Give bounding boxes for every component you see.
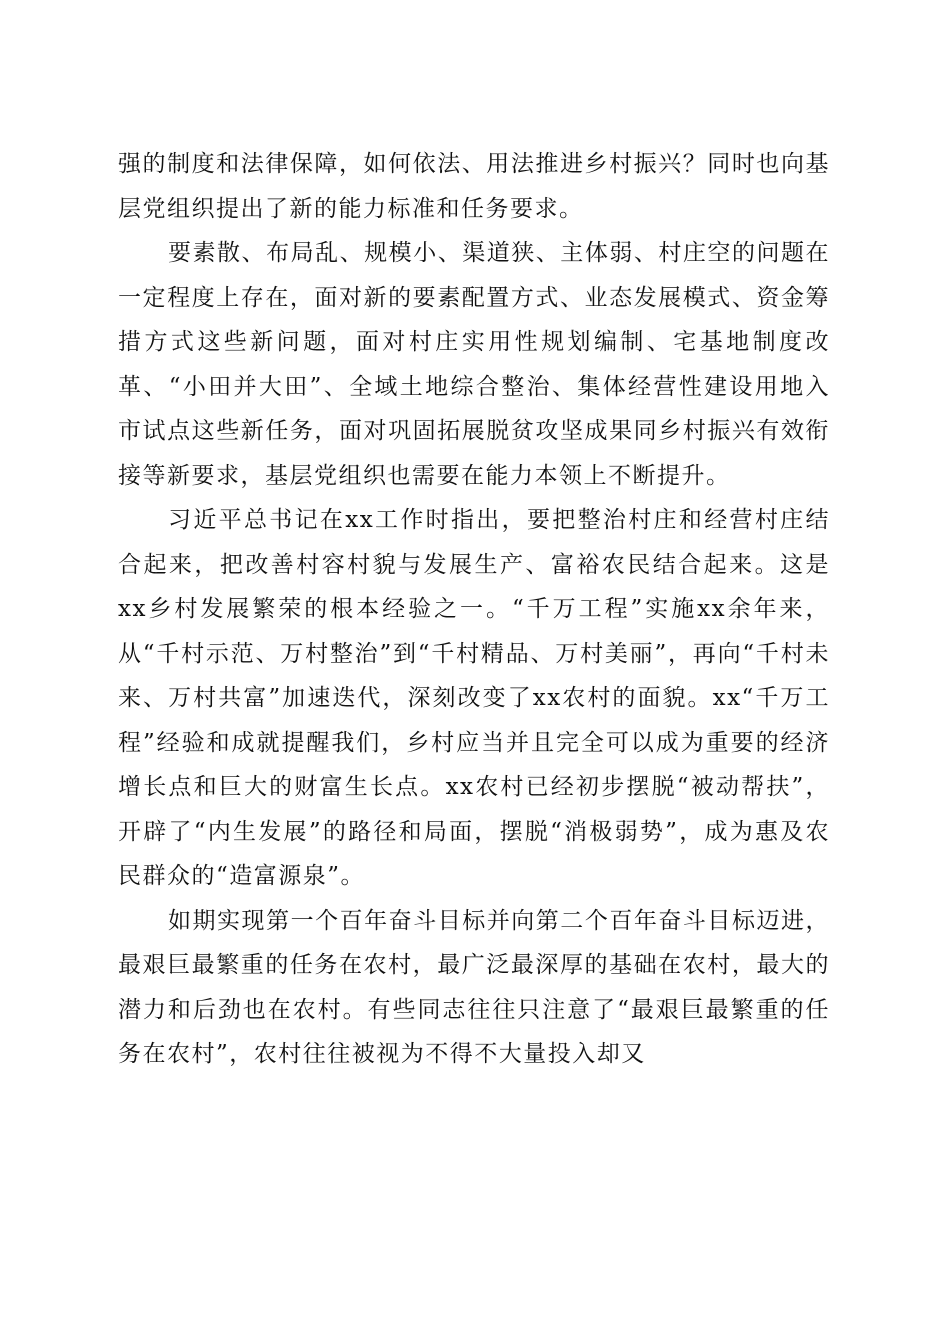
paragraph-1: 强的制度和法律保障，如何依法、用法推进乡村振兴？同时也向基层党组织提出了新的能力标准和任务要求。 — [118, 151, 830, 222]
document-body — [118, 142, 830, 1077]
paragraph-4: 如期实现第一个百年奋斗目标并向第二个百年奋斗目标迈进，最艰巨最繁重的任务在农村，最广泛最深厚的基础在农村，最大的潜力和后劲也在农村。有些同志往往只注意了“最艰巨最繁重的任务在农村”，农村往往被视为不得不大量投入却又 — [118, 907, 830, 1067]
paragraph-3: 习近平总书记在xx工作时指出，要把整治村庄和经营村庄结合起来，把改善村容村貌与发展生产、富裕农民结合起来。这是xx乡村发展繁荣的根本经验之一。“千万工程”实施xx余年来，从“千村示范、万村整治”到“千村精品、万村美丽”，再向“千村未来、万村共富”加速迭代，深刻改变了xx农村的面貌。xx“千万工程”经验和成就提醒我们，乡村应当并且完全可以成为重要的经济增长点和巨大的财富生长点。xx农村已经初步摆脱“被动帮扶”，开辟了“内生发展”的路径和局面，摆脱“消极弱势”，成为惠及农民群众的“造富源泉”。 — [118, 507, 830, 889]
paragraph-2: 要素散、布局乱、规模小、渠道狭、主体弱、村庄空的问题在一定程度上存在，面对新的要素配置方式、业态发展模式、资金筹措方式这些新问题，面对村庄实用性规划编制、宅基地制度改革、“小田并大田”、全域土地综合整治、集体经营性建设用地入市试点这些新任务，面对巩固拓展脱贫攻坚成果同乡村振兴有效衔接等新要求，基层党组织也需要在能力本领上不断提升。 — [118, 240, 830, 489]
